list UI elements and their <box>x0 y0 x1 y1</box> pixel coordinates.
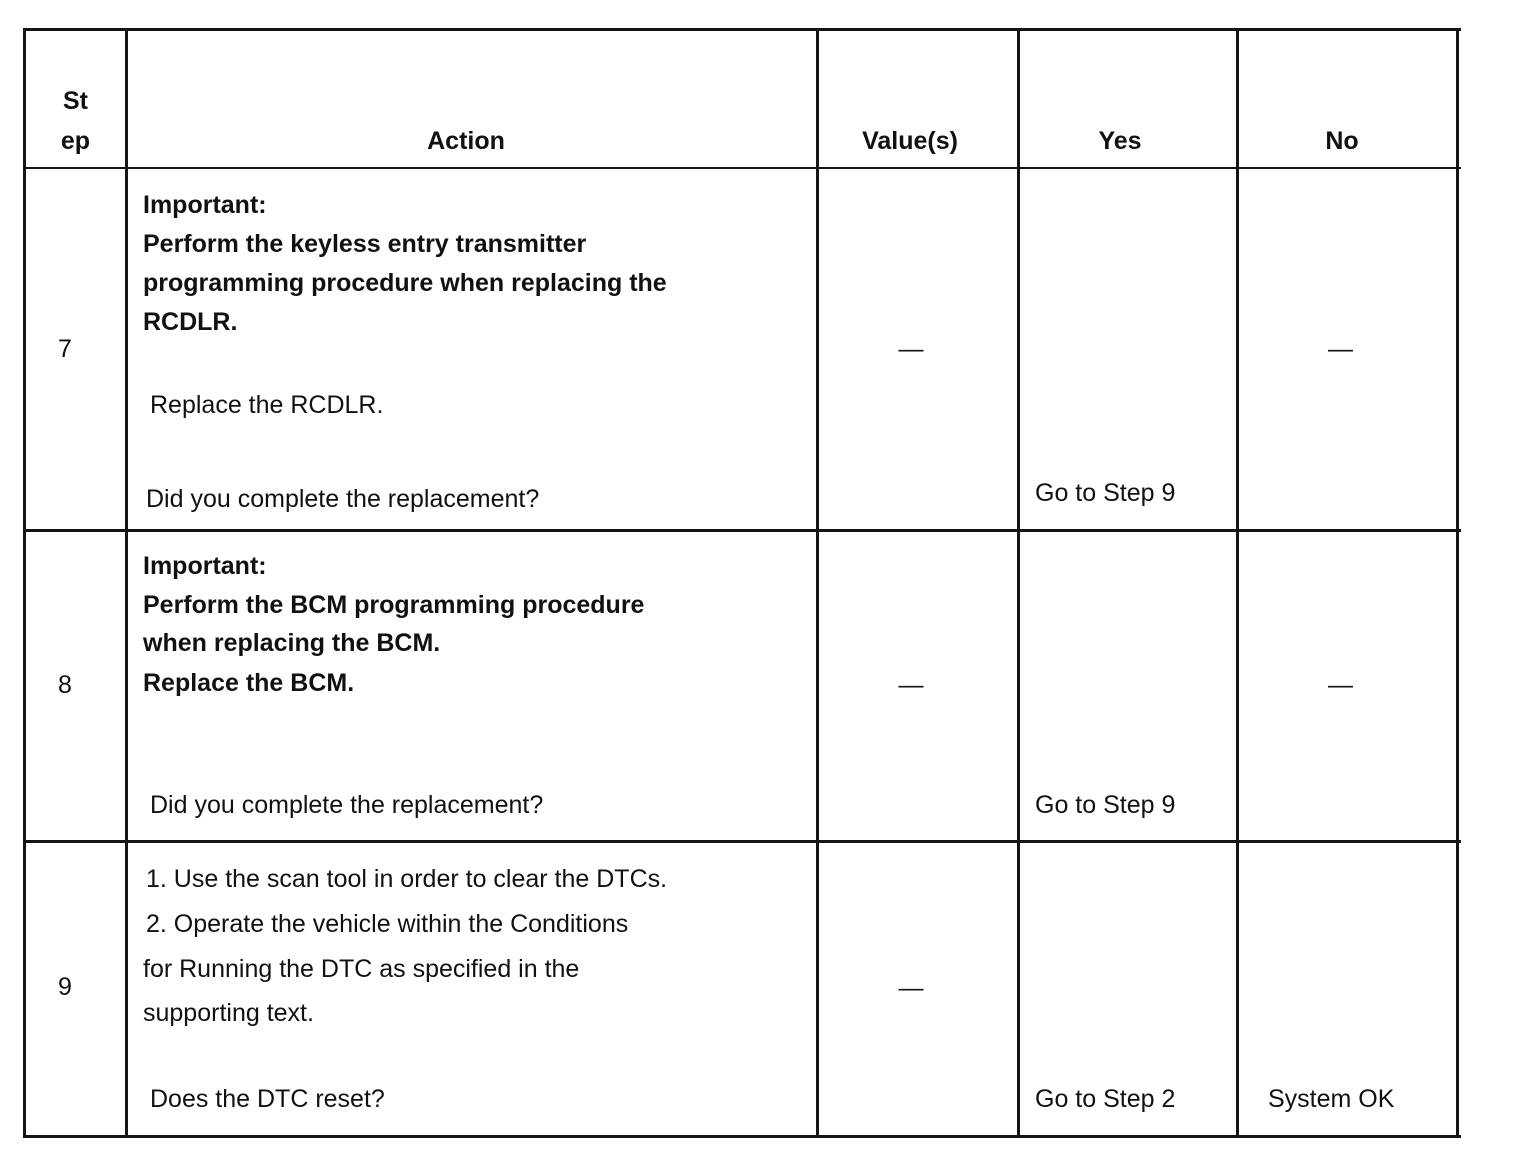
table-bottom-border <box>23 1135 1461 1138</box>
list-item-continuation: for Running the DTC as specified in the <box>143 955 580 983</box>
question-text: Did you complete the replacement? <box>150 791 544 819</box>
important-note-line: Perform the keyless entry transmitter <box>143 230 587 258</box>
header-step-line1: St <box>63 87 88 115</box>
step-number: 9 <box>58 973 72 1001</box>
question-text: Did you complete the replacement? <box>146 485 540 513</box>
value-dash: — <box>898 974 924 1002</box>
header-action: Action <box>427 127 505 155</box>
yes-outcome: Go to Step 9 <box>1035 479 1176 507</box>
table-top-border <box>23 28 1461 31</box>
list-item: 1. Use the scan tool in order to clear the DTCs. <box>146 865 668 893</box>
value-dash: — <box>898 671 924 699</box>
step-action-divider <box>125 28 128 1138</box>
yes-outcome: Go to Step 2 <box>1035 1085 1176 1113</box>
no-outcome: System OK <box>1268 1085 1395 1113</box>
important-note-line: programming procedure when replacing the <box>143 269 667 297</box>
question-text: Does the DTC reset? <box>150 1085 385 1113</box>
important-note-line: when replacing the BCM. <box>143 629 441 657</box>
important-label: Important: <box>143 191 267 219</box>
list-item-continuation: supporting text. <box>143 999 314 1027</box>
list-item: 2. Operate the vehicle within the Conditions <box>146 910 629 938</box>
value-yes-divider <box>1017 28 1020 1138</box>
header-bottom-border <box>23 167 1461 169</box>
instruction-text: Replace the RCDLR. <box>150 391 384 419</box>
important-note-line: RCDLR. <box>143 308 238 336</box>
row-8-bottom-border <box>23 840 1461 843</box>
value-dash: — <box>898 335 924 363</box>
row-7-bottom-border <box>23 529 1461 532</box>
important-label: Important: <box>143 552 267 580</box>
table-right-border <box>1456 28 1459 1138</box>
important-note-line: Replace the BCM. <box>143 669 355 697</box>
header-values: Value(s) <box>862 127 958 155</box>
header-yes: Yes <box>1098 127 1142 155</box>
yes-outcome: Go to Step 9 <box>1035 791 1176 819</box>
header-step-line2: ep <box>60 127 91 155</box>
step-number: 7 <box>58 335 72 363</box>
header-no: No <box>1325 127 1359 155</box>
table-left-border <box>23 28 26 1138</box>
no-outcome-dash: — <box>1328 335 1353 363</box>
yes-no-divider <box>1236 28 1239 1138</box>
important-note-line: Perform the BCM programming procedure <box>143 591 645 619</box>
step-number: 8 <box>58 671 72 699</box>
no-outcome-dash: — <box>1328 671 1353 699</box>
